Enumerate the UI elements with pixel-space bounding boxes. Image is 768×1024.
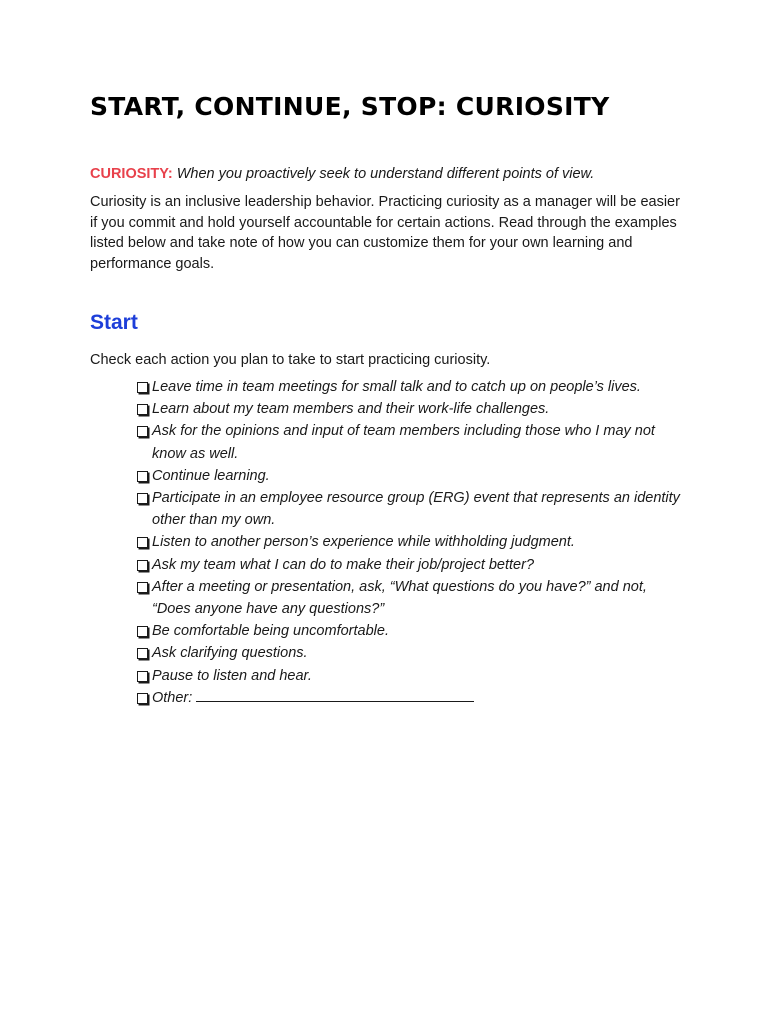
checkbox-icon[interactable] [137,560,148,571]
checkbox-icon[interactable] [137,426,148,437]
checklist-item-text: Ask my team what I can do to make their job/project better? [152,556,535,573]
checklist-item-text: Ask for the opinions and input of team members including those who I may not know as well. [152,423,655,462]
checkbox-icon[interactable] [137,537,148,548]
checkbox-icon[interactable] [137,671,148,682]
definition [90,166,690,182]
checkbox-icon[interactable] [137,471,148,482]
checklist-item-text: Leave time in team meetings for small talk and to catch up on people’s lives. [152,379,641,395]
action-checklist [136,376,681,709]
section-heading-start: Start [90,311,138,334]
checklist-item[interactable] [136,487,681,531]
checkbox-icon[interactable] [137,693,148,704]
checkbox-icon[interactable] [137,493,148,504]
checkbox-icon[interactable] [137,626,148,637]
checklist-item[interactable] [136,531,681,553]
checklist-item[interactable] [136,420,681,464]
checklist-item-text: Continue learning. [152,467,270,484]
checklist-item-text: Other: [152,689,193,706]
checklist-item-text: Listen to another person’s experience while withholding judgment. [152,534,575,551]
checklist-item[interactable] [136,554,681,576]
checklist-item-text: After a meeting or presentation, ask, “What questions do you have?” and not, “Does anyone have any questions?” [152,578,647,618]
checklist-item-text: Learn about my team members and their work-life challenges. [152,401,550,418]
checklist-item-text: Pause to listen and hear. [152,667,312,684]
checklist-item[interactable] [136,465,681,487]
checklist-item[interactable] [136,376,681,398]
checklist-item[interactable] [136,620,681,642]
checkbox-icon[interactable] [137,582,148,593]
checklist-item-text: Ask clarifying questions. [152,645,308,662]
checkbox-icon[interactable] [137,404,148,415]
other-blank-line[interactable] [196,688,474,702]
checkbox-icon[interactable] [137,382,148,393]
intro-paragraph: Curiosity is an inclusive leadership behavior. Practicing curiosity as a manager will be easier if you commit and hold yourself accountable for certain actions. Read through the examples listed below and take note of how you can customize them for your own learning and performance goals. [90,194,680,272]
checkbox-icon[interactable] [137,648,148,659]
checklist-item[interactable] [136,576,681,620]
checklist-item-text: Be comfortable being uncomfortable. [152,623,389,640]
section-instruction: Check each action you plan to take to start practicing curiosity. [90,352,491,368]
checklist-item[interactable] [136,665,681,687]
checklist-item[interactable] [136,642,681,664]
page-title: START, CONTINUE, STOP: CURIOSITY [90,92,610,121]
checklist-item-text: Participate in an employee resource group (ERG) event that represents an identity other than my own. [152,490,680,529]
definition-term: CURIOSITY: [90,166,173,182]
checklist-item[interactable] [136,398,681,420]
definition-text: When you proactively seek to understand different points of view. [176,166,595,182]
document-page [90,92,690,709]
checklist-item-other[interactable] [136,687,681,709]
